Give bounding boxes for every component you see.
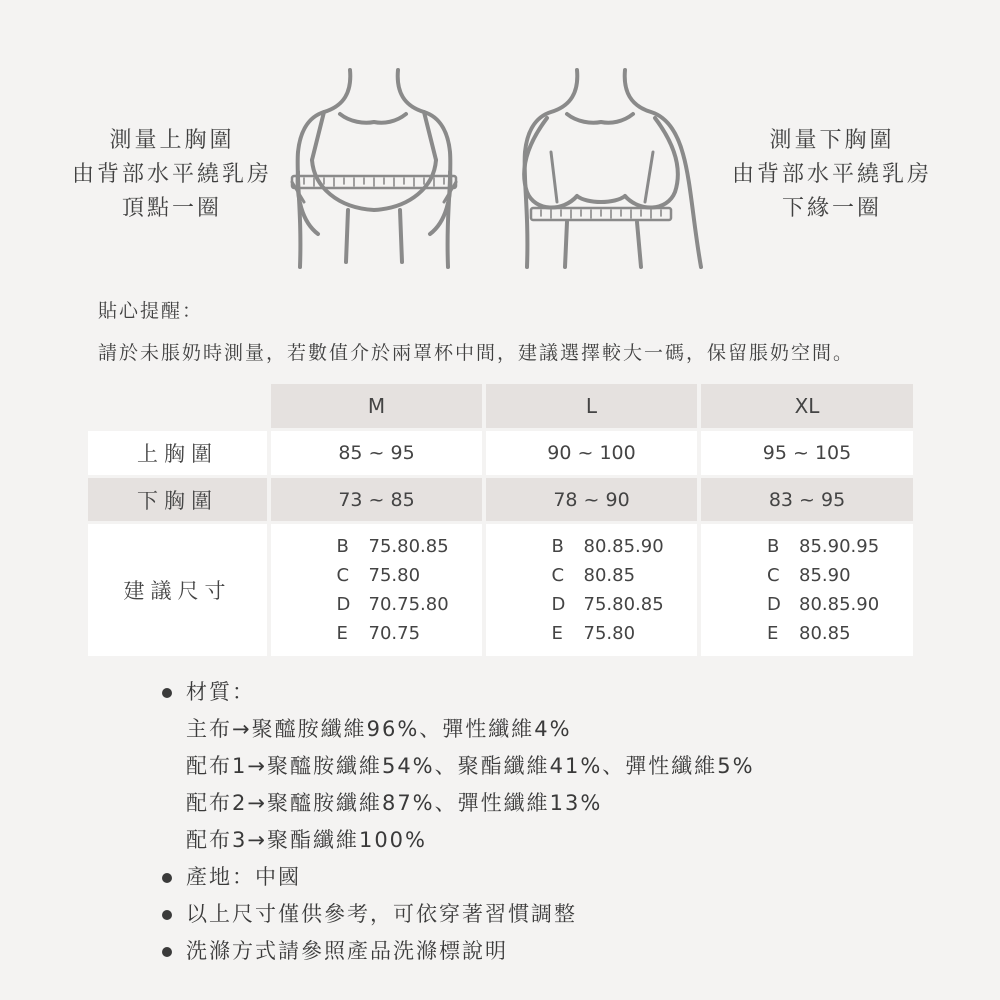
band-values: 80.85 bbox=[799, 623, 851, 644]
under-bust-l: 78 ~ 90 bbox=[486, 478, 697, 521]
suggested-m-cell bbox=[271, 524, 482, 656]
size-header-m: M bbox=[271, 384, 482, 428]
suggested-m-list bbox=[337, 532, 467, 648]
list-item bbox=[337, 532, 467, 561]
size-table bbox=[88, 384, 913, 659]
origin-text: 產地：中國 bbox=[160, 859, 880, 896]
table-header-row bbox=[88, 384, 913, 428]
under-bust-xl: 83 ~ 95 bbox=[701, 478, 913, 521]
cup-letter: B bbox=[551, 536, 564, 557]
under-bust-caption bbox=[722, 124, 942, 226]
cup-letter: B bbox=[767, 536, 780, 557]
material-line-2: 配布1→聚醯胺纖維54%、聚酯纖維41%、彈性纖維5% bbox=[186, 754, 755, 778]
list-item bbox=[767, 619, 897, 648]
table-corner bbox=[88, 384, 267, 428]
material-line-1: 主布→聚醯胺纖維96%、彈性纖維4% bbox=[186, 717, 572, 741]
table-row-upper-bust bbox=[88, 431, 913, 475]
upper-bust-l: 90 ~ 100 bbox=[486, 431, 697, 475]
suggested-l-list bbox=[552, 532, 682, 648]
material-title: 材質： bbox=[160, 674, 880, 711]
cup-letter: D bbox=[336, 594, 351, 615]
upper-bust-title: 測量上胸圍 bbox=[109, 128, 235, 153]
list-item bbox=[552, 561, 682, 590]
table-row-suggested-size bbox=[88, 524, 913, 656]
under-bust-line1: 由背部水平繞乳房 bbox=[731, 162, 932, 187]
under-bust-m: 73 ~ 85 bbox=[271, 478, 482, 521]
cup-letter: C bbox=[767, 565, 780, 586]
suggested-size-label: 建議尺寸 bbox=[88, 524, 267, 656]
band-values: 80.85 bbox=[583, 565, 636, 586]
material-line-4: 配布3→聚酯纖維100% bbox=[186, 828, 427, 852]
upper-bust-line1: 由背部水平繞乳房 bbox=[71, 162, 272, 187]
band-values: 75.80.85 bbox=[583, 594, 664, 615]
size-header-l: L bbox=[486, 384, 697, 428]
size-header-xl: XL bbox=[701, 384, 913, 428]
list-item bbox=[767, 561, 897, 590]
product-info bbox=[160, 674, 880, 970]
upper-bust-label: 上胸圍 bbox=[88, 431, 267, 475]
list-item bbox=[552, 590, 682, 619]
under-bust-line2: 下緣一圈 bbox=[781, 196, 882, 221]
under-bust-title: 測量下胸圍 bbox=[769, 128, 895, 153]
tips-title: 貼心提醒： bbox=[98, 300, 204, 322]
suggested-xl-cell bbox=[701, 524, 913, 656]
suggested-l-cell bbox=[486, 524, 697, 656]
upper-bust-line2: 頂點一圈 bbox=[121, 196, 222, 221]
cup-letter: E bbox=[336, 623, 348, 644]
band-values: 70.75.80 bbox=[368, 594, 449, 615]
band-values: 80.85.90 bbox=[583, 536, 664, 557]
list-item bbox=[337, 590, 467, 619]
band-values: 70.75 bbox=[368, 623, 421, 644]
upper-bust-caption bbox=[62, 124, 282, 226]
list-item bbox=[767, 590, 897, 619]
band-values: 75.80 bbox=[368, 565, 421, 586]
cup-letter: D bbox=[767, 594, 781, 615]
band-values: 80.85.90 bbox=[799, 594, 880, 615]
upper-bust-m: 85 ~ 95 bbox=[271, 431, 482, 475]
material-line-3: 配布2→聚醯胺纖維87%、彈性纖維13% bbox=[186, 791, 603, 815]
cup-letter: E bbox=[551, 623, 563, 644]
cup-letter: C bbox=[336, 565, 350, 586]
table-row-under-bust bbox=[88, 478, 913, 521]
cup-letter: E bbox=[767, 623, 779, 644]
band-values: 85.90.95 bbox=[799, 536, 880, 557]
list-item bbox=[337, 619, 467, 648]
list-item bbox=[552, 532, 682, 561]
suggested-xl-list bbox=[767, 532, 897, 648]
under-bust-label: 下胸圍 bbox=[88, 478, 267, 521]
band-values: 85.90 bbox=[799, 565, 851, 586]
size-note-text: 以上尺寸僅供參考，可依穿著習慣調整 bbox=[160, 896, 880, 933]
list-item bbox=[767, 532, 897, 561]
cup-letter: C bbox=[551, 565, 565, 586]
cup-letter: B bbox=[336, 536, 349, 557]
list-item bbox=[552, 619, 682, 648]
band-values: 75.80 bbox=[583, 623, 636, 644]
upper-bust-illustration bbox=[278, 62, 468, 277]
band-values: 75.80.85 bbox=[368, 536, 449, 557]
upper-bust-xl: 95 ~ 105 bbox=[701, 431, 913, 475]
tips-text: 請於未脹奶時測量，若數值介於兩罩杯中間，建議選擇較大一碼，保留脹奶空間。 bbox=[98, 342, 855, 364]
cup-letter: D bbox=[551, 594, 566, 615]
list-item bbox=[337, 561, 467, 590]
washing-text: 洗滌方式請參照產品洗滌標說明 bbox=[160, 933, 880, 970]
under-bust-illustration bbox=[505, 62, 715, 277]
